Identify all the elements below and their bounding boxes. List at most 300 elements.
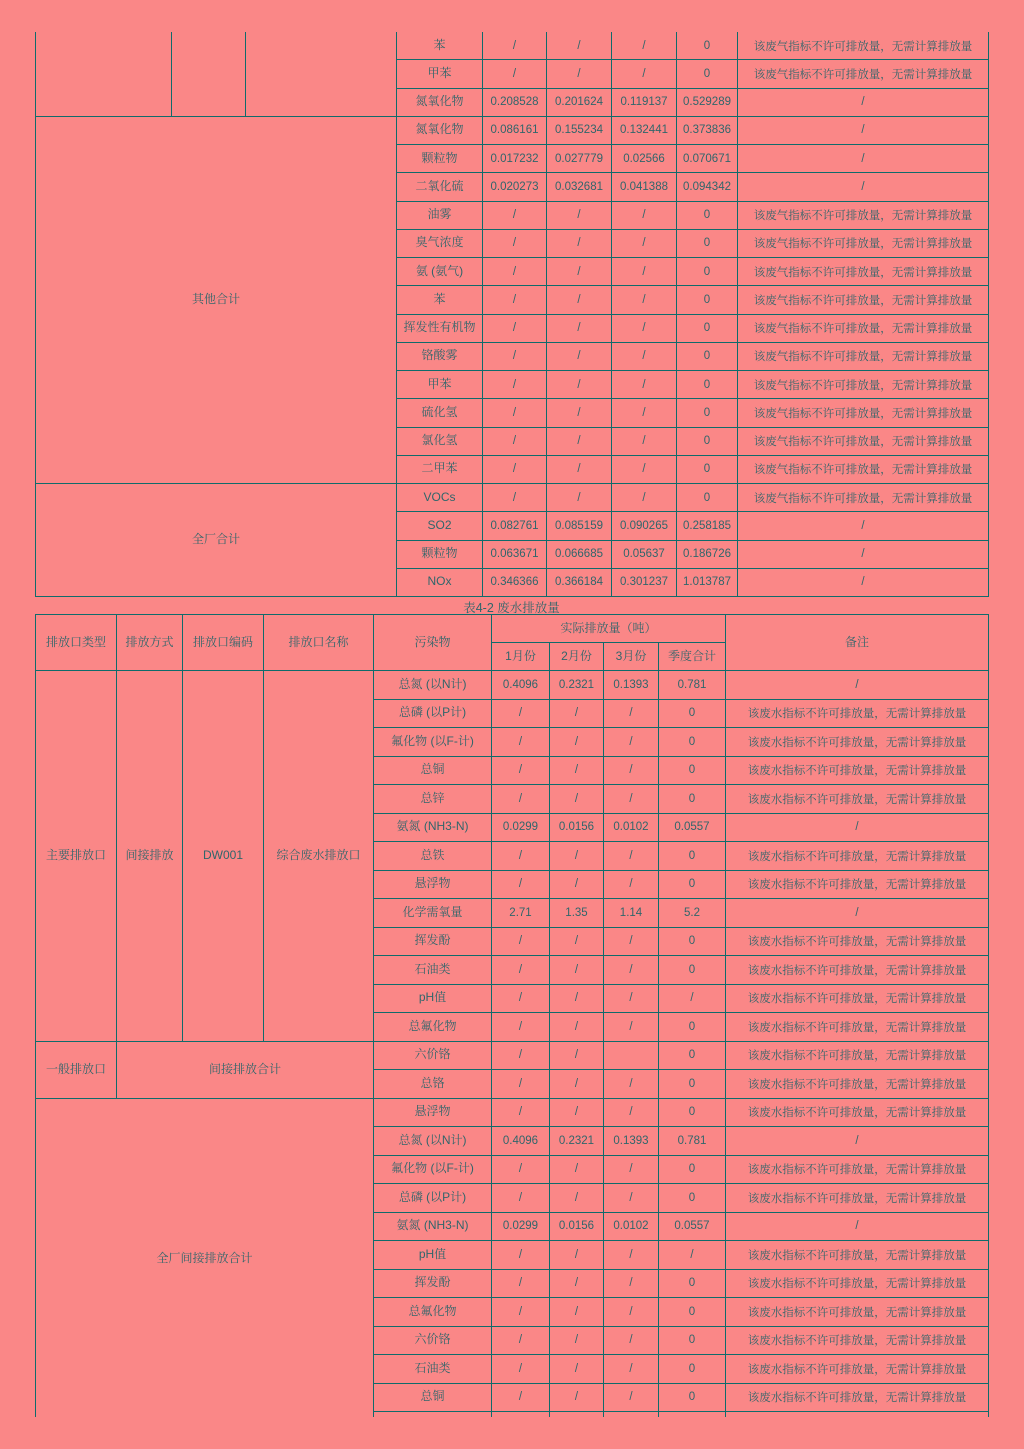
- value-cell: /: [547, 258, 612, 286]
- value-cell: 0.094342: [677, 173, 738, 201]
- value-cell: 0: [659, 1070, 726, 1099]
- value-cell: /: [547, 484, 612, 512]
- value-cell: 0.02566: [612, 145, 677, 173]
- value-cell: 1.013787: [677, 568, 738, 596]
- clipped-cell: [492, 1412, 550, 1418]
- value-cell: /: [550, 1041, 604, 1070]
- outlet-info-empty-cell: [246, 32, 397, 116]
- note-cell: 该废水指标不许可排放量，无需计算排放量: [726, 842, 989, 871]
- header-remarks: 备注: [726, 615, 989, 671]
- value-cell: 0: [659, 1184, 726, 1213]
- note-cell: 该废气指标不许可排放量，无需计算排放量: [738, 258, 989, 286]
- value-cell: /: [604, 728, 659, 757]
- value-cell: 0: [677, 201, 738, 229]
- value-cell: /: [604, 1013, 659, 1042]
- value-cell: 0.155234: [547, 116, 612, 144]
- section-label-cell: 全厂间接排放合计: [36, 1098, 374, 1417]
- value-cell: [604, 1041, 659, 1070]
- value-cell: /: [550, 756, 604, 785]
- value-cell: /: [492, 1013, 550, 1042]
- value-cell: 0.0299: [492, 813, 550, 842]
- value-cell: 1.35: [550, 899, 604, 928]
- value-cell: /: [492, 728, 550, 757]
- pollutant-cell: 总铁: [374, 842, 492, 871]
- value-cell: /: [492, 956, 550, 985]
- value-cell: 0: [677, 286, 738, 314]
- note-cell: 该废水指标不许可排放量，无需计算排放量: [726, 1355, 989, 1384]
- value-cell: /: [604, 870, 659, 899]
- value-cell: /: [550, 1070, 604, 1099]
- value-cell: 0: [659, 870, 726, 899]
- water-row: [36, 1098, 989, 1127]
- value-cell: 0: [659, 1098, 726, 1127]
- value-cell: /: [492, 699, 550, 728]
- note-cell: 该废气指标不许可排放量，无需计算排放量: [738, 342, 989, 370]
- value-cell: /: [612, 32, 677, 60]
- pollutant-cell: 总磷 (以P计): [374, 699, 492, 728]
- value-cell: /: [550, 1326, 604, 1355]
- note-cell: 该废水指标不许可排放量，无需计算排放量: [726, 1013, 989, 1042]
- pollutant-cell: 铬酸雾: [397, 342, 483, 370]
- pollutant-cell: 总氮 (以N计): [374, 1127, 492, 1156]
- header-month-1: 1月份: [492, 643, 550, 671]
- note-cell: 该废气指标不许可排放量，无需计算排放量: [738, 229, 989, 257]
- value-cell: 0.781: [659, 671, 726, 700]
- value-cell: /: [550, 728, 604, 757]
- pollutant-cell: 颗粒物: [397, 145, 483, 173]
- value-cell: /: [492, 1041, 550, 1070]
- value-cell: 0.085159: [547, 512, 612, 540]
- value-cell: /: [604, 984, 659, 1013]
- clipped-cell: [726, 1412, 989, 1418]
- header-discharge-method: 排放方式: [117, 615, 183, 671]
- value-cell: 1.14: [604, 899, 659, 928]
- note-cell: /: [726, 813, 989, 842]
- water-row: [36, 671, 989, 700]
- value-cell: /: [604, 956, 659, 985]
- value-cell: /: [550, 1383, 604, 1412]
- header-quarter-total: 季度合计: [659, 643, 726, 671]
- value-cell: 0: [659, 956, 726, 985]
- value-cell: /: [483, 455, 547, 483]
- value-cell: 0: [659, 756, 726, 785]
- value-cell: 0: [659, 728, 726, 757]
- value-cell: /: [483, 484, 547, 512]
- value-cell: /: [612, 201, 677, 229]
- value-cell: /: [547, 455, 612, 483]
- value-cell: 0.4096: [492, 671, 550, 700]
- value-cell: /: [550, 1241, 604, 1270]
- value-cell: /: [604, 1269, 659, 1298]
- note-cell: 该废水指标不许可排放量，无需计算排放量: [726, 984, 989, 1013]
- table-4-2-caption: 表4-2 废水排放量: [463, 601, 560, 615]
- value-cell: 0.0557: [659, 813, 726, 842]
- pollutant-cell: 氮氧化物: [397, 116, 483, 144]
- value-cell: 0.0156: [550, 813, 604, 842]
- note-cell: 该废气指标不许可排放量，无需计算排放量: [738, 314, 989, 342]
- pollutant-cell: 石油类: [374, 956, 492, 985]
- value-cell: /: [483, 342, 547, 370]
- note-cell: 该废水指标不许可排放量，无需计算排放量: [726, 927, 989, 956]
- value-cell: /: [547, 427, 612, 455]
- pollutant-cell: 臭气浓度: [397, 229, 483, 257]
- value-cell: /: [550, 1298, 604, 1327]
- value-cell: 0.027779: [547, 145, 612, 173]
- waste-gas-emissions-table: [35, 32, 989, 597]
- section-label-cell: 间接排放合计: [117, 1041, 374, 1098]
- value-cell: /: [547, 229, 612, 257]
- note-cell: 该废气指标不许可排放量，无需计算排放量: [738, 60, 989, 88]
- value-cell: 0: [659, 1355, 726, 1384]
- value-cell: /: [547, 371, 612, 399]
- value-cell: 0: [677, 399, 738, 427]
- value-cell: /: [550, 1098, 604, 1127]
- pollutant-cell: 油雾: [397, 201, 483, 229]
- value-cell: /: [492, 842, 550, 871]
- value-cell: /: [659, 984, 726, 1013]
- section-label-cell: 主要排放口: [36, 671, 117, 1042]
- note-cell: /: [738, 88, 989, 116]
- value-cell: /: [612, 484, 677, 512]
- note-cell: 该废水指标不许可排放量，无需计算排放量: [726, 1098, 989, 1127]
- value-cell: 0: [677, 342, 738, 370]
- value-cell: 0.1393: [604, 1127, 659, 1156]
- value-cell: /: [604, 785, 659, 814]
- value-cell: /: [612, 399, 677, 427]
- value-cell: 0.132441: [612, 116, 677, 144]
- pollutant-cell: 苯: [397, 286, 483, 314]
- value-cell: /: [492, 1355, 550, 1384]
- note-cell: 该废气指标不许可排放量，无需计算排放量: [738, 371, 989, 399]
- value-cell: /: [492, 1298, 550, 1327]
- value-cell: /: [604, 1383, 659, 1412]
- section-label-cell: 全厂合计: [36, 484, 397, 597]
- header-outlet-code: 排放口编码: [183, 615, 264, 671]
- gas-row: [36, 116, 989, 144]
- value-cell: /: [483, 427, 547, 455]
- value-cell: /: [483, 314, 547, 342]
- value-cell: /: [604, 927, 659, 956]
- value-cell: 0.086161: [483, 116, 547, 144]
- note-cell: /: [726, 899, 989, 928]
- pollutant-cell: 总磷 (以P计): [374, 1184, 492, 1213]
- pollutant-cell: 总铜: [374, 756, 492, 785]
- value-cell: /: [612, 60, 677, 88]
- note-cell: /: [726, 671, 989, 700]
- note-cell: /: [726, 1127, 989, 1156]
- waste-gas-table-wrapper: [35, 32, 990, 597]
- pollutant-cell: 二甲苯: [397, 455, 483, 483]
- note-cell: 该废水指标不许可排放量，无需计算排放量: [726, 1184, 989, 1213]
- value-cell: /: [550, 984, 604, 1013]
- value-cell: /: [492, 756, 550, 785]
- value-cell: /: [547, 32, 612, 60]
- value-cell: /: [547, 399, 612, 427]
- value-cell: 0: [659, 1298, 726, 1327]
- note-cell: 该废水指标不许可排放量，无需计算排放量: [726, 956, 989, 985]
- value-cell: /: [492, 1155, 550, 1184]
- value-cell: /: [492, 984, 550, 1013]
- note-cell: 该废水指标不许可排放量，无需计算排放量: [726, 785, 989, 814]
- pollutant-cell: 苯: [397, 32, 483, 60]
- pollutant-cell: 二氧化硫: [397, 173, 483, 201]
- value-cell: 0.119137: [612, 88, 677, 116]
- value-cell: 0: [659, 785, 726, 814]
- value-cell: /: [550, 956, 604, 985]
- note-cell: 该废水指标不许可排放量，无需计算排放量: [726, 728, 989, 757]
- pollutant-cell: 总锌: [374, 785, 492, 814]
- pollutant-cell: 甲苯: [397, 60, 483, 88]
- value-cell: 0.4096: [492, 1127, 550, 1156]
- value-cell: 5.2: [659, 899, 726, 928]
- pollutant-cell: 总铜: [374, 1383, 492, 1412]
- value-cell: /: [612, 258, 677, 286]
- value-cell: /: [483, 286, 547, 314]
- value-cell: /: [604, 1298, 659, 1327]
- value-cell: /: [550, 1355, 604, 1384]
- value-cell: /: [547, 314, 612, 342]
- note-cell: 该废水指标不许可排放量，无需计算排放量: [726, 1383, 989, 1412]
- note-cell: 该废气指标不许可排放量，无需计算排放量: [738, 32, 989, 60]
- pollutant-cell: 挥发酚: [374, 1269, 492, 1298]
- value-cell: /: [550, 1155, 604, 1184]
- header-outlet-name: 排放口名称: [264, 615, 374, 671]
- value-cell: /: [483, 32, 547, 60]
- value-cell: /: [492, 785, 550, 814]
- value-cell: /: [492, 1383, 550, 1412]
- pollutant-cell: 悬浮物: [374, 1098, 492, 1127]
- pollutant-cell: 六价铬: [374, 1041, 492, 1070]
- value-cell: /: [483, 371, 547, 399]
- value-cell: /: [492, 870, 550, 899]
- value-cell: 0.208528: [483, 88, 547, 116]
- pollutant-cell: 挥发酚: [374, 927, 492, 956]
- value-cell: /: [612, 455, 677, 483]
- wastewater-table-wrapper: [35, 614, 990, 1417]
- pollutant-cell: 氨氮 (NH3-N): [374, 813, 492, 842]
- header-actual-emissions: 实际排放量（吨）: [492, 615, 726, 643]
- value-cell: /: [547, 60, 612, 88]
- note-cell: 该废水指标不许可排放量，无需计算排放量: [726, 756, 989, 785]
- note-cell: /: [738, 173, 989, 201]
- pollutant-cell: 总氟化物: [374, 1298, 492, 1327]
- value-cell: /: [604, 1184, 659, 1213]
- note-cell: 该废水指标不许可排放量，无需计算排放量: [726, 1070, 989, 1099]
- pollutant-cell: 悬浮物: [374, 870, 492, 899]
- header-pollutant: 污染物: [374, 615, 492, 671]
- pollutant-cell: 化学需氧量: [374, 899, 492, 928]
- value-cell: /: [550, 1269, 604, 1298]
- value-cell: /: [483, 201, 547, 229]
- value-cell: 0.186726: [677, 540, 738, 568]
- value-cell: 0.020273: [483, 173, 547, 201]
- clipped-cell: [659, 1412, 726, 1418]
- clipped-cell: [604, 1412, 659, 1418]
- pollutant-cell: pH值: [374, 1241, 492, 1270]
- value-cell: 0.2321: [550, 671, 604, 700]
- value-cell: /: [492, 927, 550, 956]
- value-cell: 0.2321: [550, 1127, 604, 1156]
- value-cell: /: [604, 1355, 659, 1384]
- value-cell: /: [547, 342, 612, 370]
- value-cell: /: [492, 1326, 550, 1355]
- value-cell: 0.0299: [492, 1212, 550, 1241]
- value-cell: 0.032681: [547, 173, 612, 201]
- note-cell: /: [738, 145, 989, 173]
- header-outlet-type: 排放口类型: [36, 615, 117, 671]
- note-cell: /: [726, 1212, 989, 1241]
- value-cell: 0.781: [659, 1127, 726, 1156]
- clipped-cell: [550, 1412, 604, 1418]
- pollutant-cell: 氮氧化物: [397, 88, 483, 116]
- value-cell: 0: [677, 60, 738, 88]
- value-cell: /: [550, 842, 604, 871]
- value-cell: 0: [659, 842, 726, 871]
- header-month-2: 2月份: [550, 643, 604, 671]
- value-cell: /: [483, 229, 547, 257]
- value-cell: 0.346366: [483, 568, 547, 596]
- value-cell: 0.063671: [483, 540, 547, 568]
- value-cell: /: [612, 371, 677, 399]
- note-cell: 该废水指标不许可排放量，无需计算排放量: [726, 1155, 989, 1184]
- value-cell: 0: [659, 927, 726, 956]
- value-cell: /: [604, 1098, 659, 1127]
- value-cell: /: [492, 1070, 550, 1099]
- note-cell: 该废气指标不许可排放量，无需计算排放量: [738, 455, 989, 483]
- value-cell: 0: [677, 229, 738, 257]
- pollutant-cell: 硫化氢: [397, 399, 483, 427]
- value-cell: /: [483, 399, 547, 427]
- value-cell: /: [604, 842, 659, 871]
- value-cell: /: [492, 1241, 550, 1270]
- value-cell: 0.0557: [659, 1212, 726, 1241]
- pollutant-cell: 挥发性有机物: [397, 314, 483, 342]
- section-label-cell: 综合废水排放口: [264, 671, 374, 1042]
- value-cell: /: [547, 201, 612, 229]
- note-cell: /: [738, 116, 989, 144]
- value-cell: 0.041388: [612, 173, 677, 201]
- note-cell: 该废水指标不许可排放量，无需计算排放量: [726, 1326, 989, 1355]
- value-cell: /: [612, 342, 677, 370]
- note-cell: 该废气指标不许可排放量，无需计算排放量: [738, 399, 989, 427]
- value-cell: 0: [659, 1383, 726, 1412]
- value-cell: /: [659, 1241, 726, 1270]
- value-cell: /: [612, 229, 677, 257]
- value-cell: /: [604, 1241, 659, 1270]
- note-cell: /: [738, 512, 989, 540]
- pollutant-cell: 总铬: [374, 1070, 492, 1099]
- wastewater-emissions-table: [35, 614, 989, 1417]
- note-cell: /: [738, 568, 989, 596]
- pollutant-cell: NOx: [397, 568, 483, 596]
- value-cell: /: [492, 1098, 550, 1127]
- value-cell: 0.1393: [604, 671, 659, 700]
- pollutant-cell: 颗粒物: [397, 540, 483, 568]
- value-cell: 0.0102: [604, 813, 659, 842]
- value-cell: 0: [659, 1041, 726, 1070]
- value-cell: 2.71: [492, 899, 550, 928]
- pollutant-cell: SO2: [397, 512, 483, 540]
- value-cell: 0: [659, 699, 726, 728]
- value-cell: 0.070671: [677, 145, 738, 173]
- value-cell: /: [550, 1013, 604, 1042]
- value-cell: /: [483, 258, 547, 286]
- pollutant-cell: 六价铬: [374, 1326, 492, 1355]
- gas-row: [36, 32, 989, 60]
- value-cell: /: [604, 699, 659, 728]
- value-cell: /: [550, 927, 604, 956]
- pollutant-cell: 氟化物 (以F-计): [374, 728, 492, 757]
- value-cell: 0.05637: [612, 540, 677, 568]
- section-label-cell: 间接排放: [117, 671, 183, 1042]
- value-cell: 0: [677, 32, 738, 60]
- outlet-info-empty-cell: [172, 32, 246, 116]
- note-cell: 该废水指标不许可排放量，无需计算排放量: [726, 1241, 989, 1270]
- value-cell: /: [604, 1155, 659, 1184]
- value-cell: /: [550, 1184, 604, 1213]
- note-cell: 该废水指标不许可排放量，无需计算排放量: [726, 1269, 989, 1298]
- value-cell: /: [483, 60, 547, 88]
- water-row: [36, 1041, 989, 1070]
- value-cell: 0: [677, 258, 738, 286]
- value-cell: 0.066685: [547, 540, 612, 568]
- pollutant-cell: 氨 (氨气): [397, 258, 483, 286]
- value-cell: 0.0102: [604, 1212, 659, 1241]
- value-cell: 0.201624: [547, 88, 612, 116]
- pollutant-cell: 总氮 (以N计): [374, 671, 492, 700]
- value-cell: /: [492, 1184, 550, 1213]
- section-label-cell: 一般排放口: [36, 1041, 117, 1098]
- value-cell: /: [550, 699, 604, 728]
- value-cell: /: [550, 870, 604, 899]
- value-cell: /: [492, 1269, 550, 1298]
- note-cell: 该废气指标不许可排放量，无需计算排放量: [738, 427, 989, 455]
- value-cell: /: [612, 427, 677, 455]
- value-cell: /: [547, 286, 612, 314]
- pollutant-cell: 氟化物 (以F-计): [374, 1155, 492, 1184]
- header-month-3: 3月份: [604, 643, 659, 671]
- value-cell: /: [612, 314, 677, 342]
- value-cell: 0.301237: [612, 568, 677, 596]
- pollutant-cell: VOCs: [397, 484, 483, 512]
- note-cell: /: [738, 540, 989, 568]
- value-cell: 0: [659, 1269, 726, 1298]
- value-cell: 0: [677, 455, 738, 483]
- value-cell: /: [604, 756, 659, 785]
- value-cell: /: [550, 785, 604, 814]
- note-cell: 该废气指标不许可排放量，无需计算排放量: [738, 484, 989, 512]
- pollutant-cell: pH值: [374, 984, 492, 1013]
- value-cell: 0.090265: [612, 512, 677, 540]
- value-cell: 0: [659, 1326, 726, 1355]
- value-cell: 0: [677, 371, 738, 399]
- value-cell: /: [604, 1326, 659, 1355]
- value-cell: 0: [677, 314, 738, 342]
- pollutant-cell: 甲苯: [397, 371, 483, 399]
- section-label-cell: DW001: [183, 671, 264, 1042]
- value-cell: 0.529289: [677, 88, 738, 116]
- value-cell: 0: [659, 1155, 726, 1184]
- value-cell: 0.017232: [483, 145, 547, 173]
- note-cell: 该废水指标不许可排放量，无需计算排放量: [726, 1298, 989, 1327]
- value-cell: 0: [677, 484, 738, 512]
- value-cell: 0.366184: [547, 568, 612, 596]
- value-cell: /: [604, 1070, 659, 1099]
- pollutant-cell: 氨氮 (NH3-N): [374, 1212, 492, 1241]
- note-cell: 该废水指标不许可排放量，无需计算排放量: [726, 1041, 989, 1070]
- value-cell: 0: [677, 427, 738, 455]
- value-cell: 0: [659, 1013, 726, 1042]
